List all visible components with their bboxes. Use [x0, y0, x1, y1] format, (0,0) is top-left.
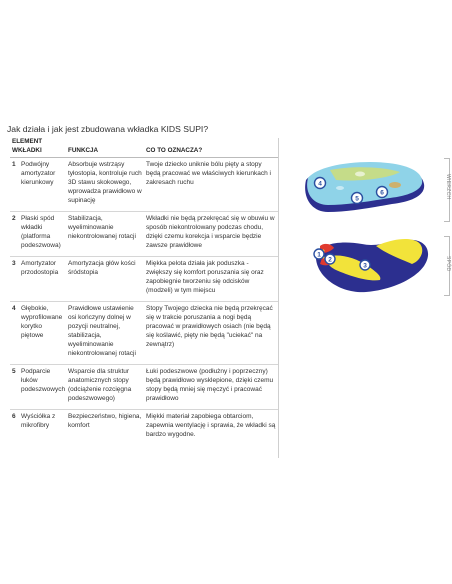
meaning-cell: Miękka pelota działa jak poduszka - zwiększy się komfort poruszania się oraz zapobiegnie tworzeniu się odcisków (modzeli) w tym miejscu [144, 257, 278, 302]
marker-3 [360, 260, 370, 270]
marker-1 [314, 249, 324, 259]
function-cell: Amortyzacja głów kości śródstopia [66, 257, 144, 302]
svg-text:4: 4 [318, 180, 322, 188]
element-cell [10, 364, 66, 409]
svg-text:2: 2 [328, 256, 332, 264]
row-number: 1 [12, 161, 16, 169]
element-name: Podparcie łuków podeszwowych [21, 367, 66, 393]
marker-5 [352, 193, 363, 204]
top-view-label: WIERZCH [445, 174, 451, 200]
insole-top-view-illustration [300, 150, 430, 230]
meaning-cell: Stopy Twojego dziecka nie będą przekręcać się w trakcie poruszania a nogi będą pracować w prawidłowych osiach (nie będą się koślawić, pięty nie będą "uciekać" na zewnątrz) [144, 301, 278, 364]
svg-text:3: 3 [363, 262, 367, 270]
insole-bottom-body [316, 239, 428, 292]
table-row [10, 301, 278, 364]
row-number: 2 [12, 215, 16, 223]
column-header-function: FUNKCJA [66, 138, 144, 158]
meaning-cell: Łuki podeszwowe (podłużny i poprzeczny) będą prawidłowo wysklepione, dzięki czemu stopy będą mniej się męczyć i pracować prawidłowo [144, 364, 278, 409]
element-name: Głębokie, wyprofilowane korytko piętowe [21, 304, 63, 339]
element-cell [10, 301, 66, 364]
meaning-cell: Twoje dziecko uniknie bólu pięty a stopy będą pracować we właściwych kierunkach i zakresach ruchu [144, 158, 278, 212]
table-row [10, 364, 278, 409]
element-name: Płaski spód wkładki (platforma podeszwowa) [21, 215, 61, 250]
element-cell [10, 409, 66, 444]
table-row [10, 409, 278, 444]
svg-text:6: 6 [380, 189, 384, 197]
column-header-element: ELEMENT WKŁADKI [10, 138, 66, 158]
table-row [10, 212, 278, 257]
marker-2 [325, 254, 335, 264]
page-heading: Jak działa i jak jest zbudowana wkładka KIDS SUPI? [7, 124, 209, 134]
insole-features-table [10, 138, 278, 445]
row-number: 6 [12, 412, 16, 420]
function-cell: Stabilizacja, wyeliminowanie niekontrolowanej rotacji [66, 212, 144, 257]
function-cell: Bezpieczeństwo, higiena, komfort [68, 412, 142, 429]
insole-bottom-view-illustration [310, 224, 434, 304]
meaning-cell: Miękki materiał zapobiega obtarciom, zapewnia wentylację i sprawia, że wkładki są bardzo wygodne. [146, 412, 276, 438]
table-row [10, 158, 278, 212]
function-cell: Absorbuje wstrząsy tyłostopia, kontroluje ruch 3D stawu skokowego, wprowadza prawidłowo w supinację [66, 158, 144, 212]
element-name: Amortyzator przodostopia [21, 260, 59, 277]
table-header-row [10, 138, 278, 158]
column-header-meaning: CO TO OZNACZA? [144, 138, 278, 158]
element-cell [10, 212, 66, 257]
element-cell [10, 158, 66, 212]
element-name: Wyściółka z mikrofibry [21, 412, 56, 429]
row-number: 4 [12, 304, 16, 312]
column-divider [278, 138, 279, 458]
function-cell: Prawidłowe ustawienie osi kończyny dolnej w pozycji neutralnej, stabilizacja, wyeliminowanie niekontrolowanej rotacji [66, 301, 144, 364]
marker-4 [315, 178, 326, 189]
element-cell [10, 257, 66, 302]
meaning-cell: Wkładki nie będą przekręcać się w obuwiu w sposób niekontrolowany podczas chodu, dzięki czemu korekcja i wsparcie będzie zawsze prawidłowe [144, 212, 278, 257]
function-cell: Wsparcie dla struktur anatomicznych stopy (odciążenie rozcięgna podeszwowego) [66, 364, 144, 409]
row-number: 5 [12, 367, 16, 375]
marker-6 [377, 187, 388, 198]
svg-text:5: 5 [355, 195, 359, 203]
table-row [10, 257, 278, 302]
bottom-view-label: SPÓD [445, 256, 451, 272]
element-name: Podwójny amortyzator kierunkowy [21, 161, 56, 187]
svg-text:1: 1 [317, 251, 321, 259]
row-number: 3 [12, 260, 16, 268]
